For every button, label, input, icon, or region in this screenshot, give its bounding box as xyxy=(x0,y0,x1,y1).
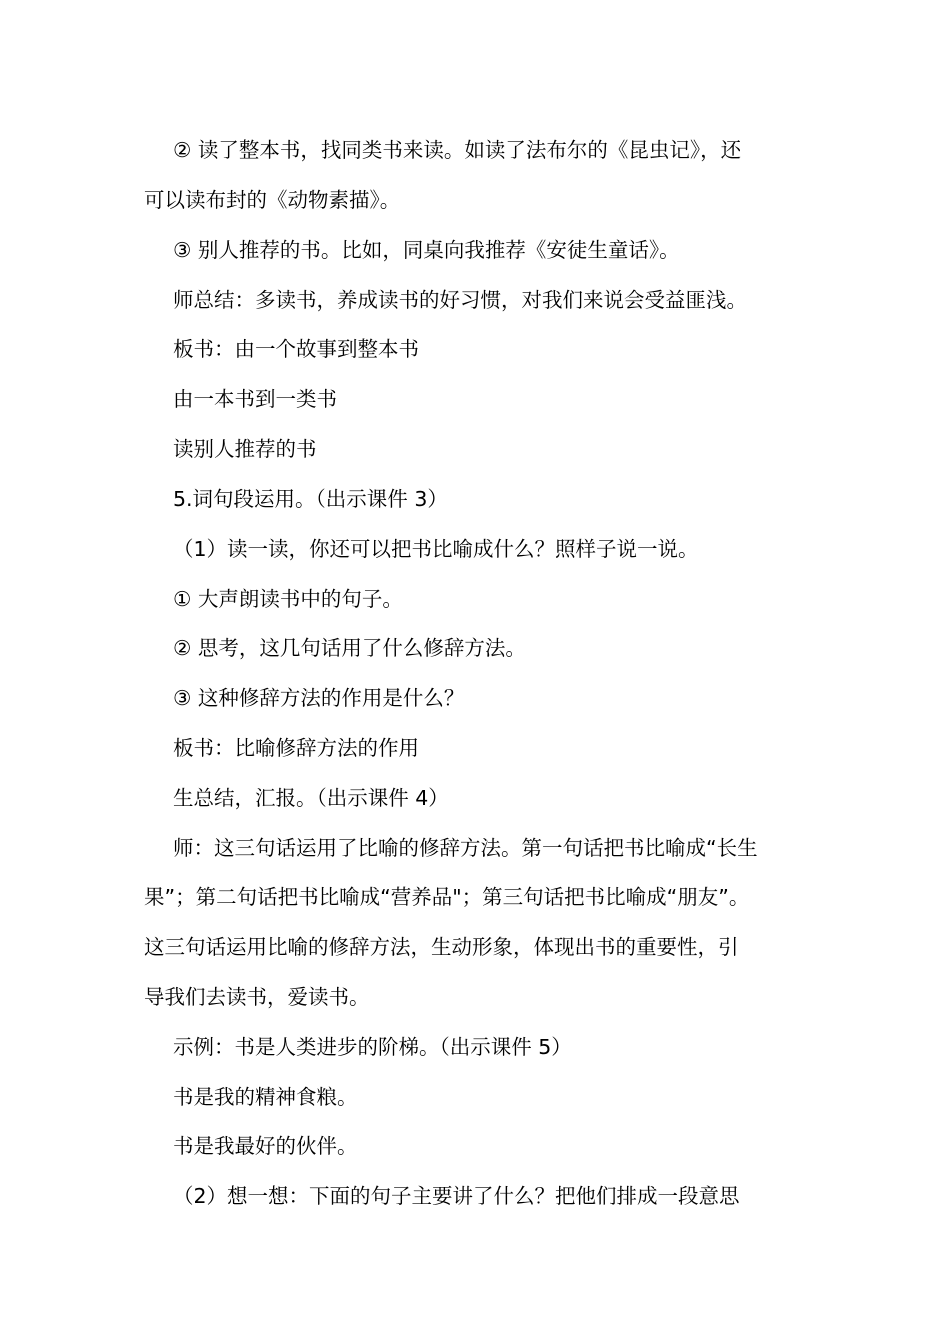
paragraph-line: ③ 这种修辞方法的作用是什么？ xyxy=(173,686,465,710)
paragraph-line: 板书：比喻修辞方法的作用 xyxy=(173,736,419,760)
paragraph-line: 示例：书是人类进步的阶梯。（出示课件 5） xyxy=(173,1035,572,1059)
paragraph-line: 生总结，汇报。（出示课件 4） xyxy=(173,786,449,810)
paragraph-line: 师总结：多读书，养成读书的好习惯，对我们来说会受益匪浅。 xyxy=(173,288,747,312)
paragraph-line: ② 思考，这几句话用了什么修辞方法。 xyxy=(173,636,526,660)
paragraph-line: 果”；第二句话把书比喻成“营养品"；第三句话把书比喻成“朋友”。 xyxy=(144,885,750,909)
paragraph-line: 书是我的精神食粮。 xyxy=(173,1085,358,1109)
section-heading: 5.词句段运用。（出示课件 3） xyxy=(173,487,448,511)
paragraph-line: 这三句话运用比喻的修辞方法，生动形象，体现出书的重要性，引 xyxy=(144,935,739,959)
paragraph-line: ③ 别人推荐的书。比如，同桌向我推荐《安徒生童话》。 xyxy=(173,238,680,262)
paragraph-line: （2）想一想：下面的句子主要讲了什么？把他们排成一段意思 xyxy=(173,1184,740,1208)
paragraph-line: 师：这三句话运用了比喻的修辞方法。第一句话把书比喻成“长生 xyxy=(173,836,758,860)
paragraph-line: 由一本书到一类书 xyxy=(173,387,337,411)
paragraph-line: ② 读了整本书，找同类书来读。如读了法布尔的《昆虫记》，还 xyxy=(173,138,742,162)
paragraph-line: 书是我最好的伙伴。 xyxy=(173,1134,358,1158)
paragraph-line: 可以读布封的《动物素描》。 xyxy=(144,188,401,212)
paragraph-line: 读别人推荐的书 xyxy=(173,437,317,461)
paragraph-line: （1）读一读，你还可以把书比喻成什么？照样子说一说。 xyxy=(173,537,699,561)
paragraph-line: 板书：由一个故事到整本书 xyxy=(173,337,419,361)
paragraph-line: ① 大声朗读书中的句子。 xyxy=(173,587,403,611)
paragraph-line: 导我们去读书，爱读书。 xyxy=(144,985,370,1009)
